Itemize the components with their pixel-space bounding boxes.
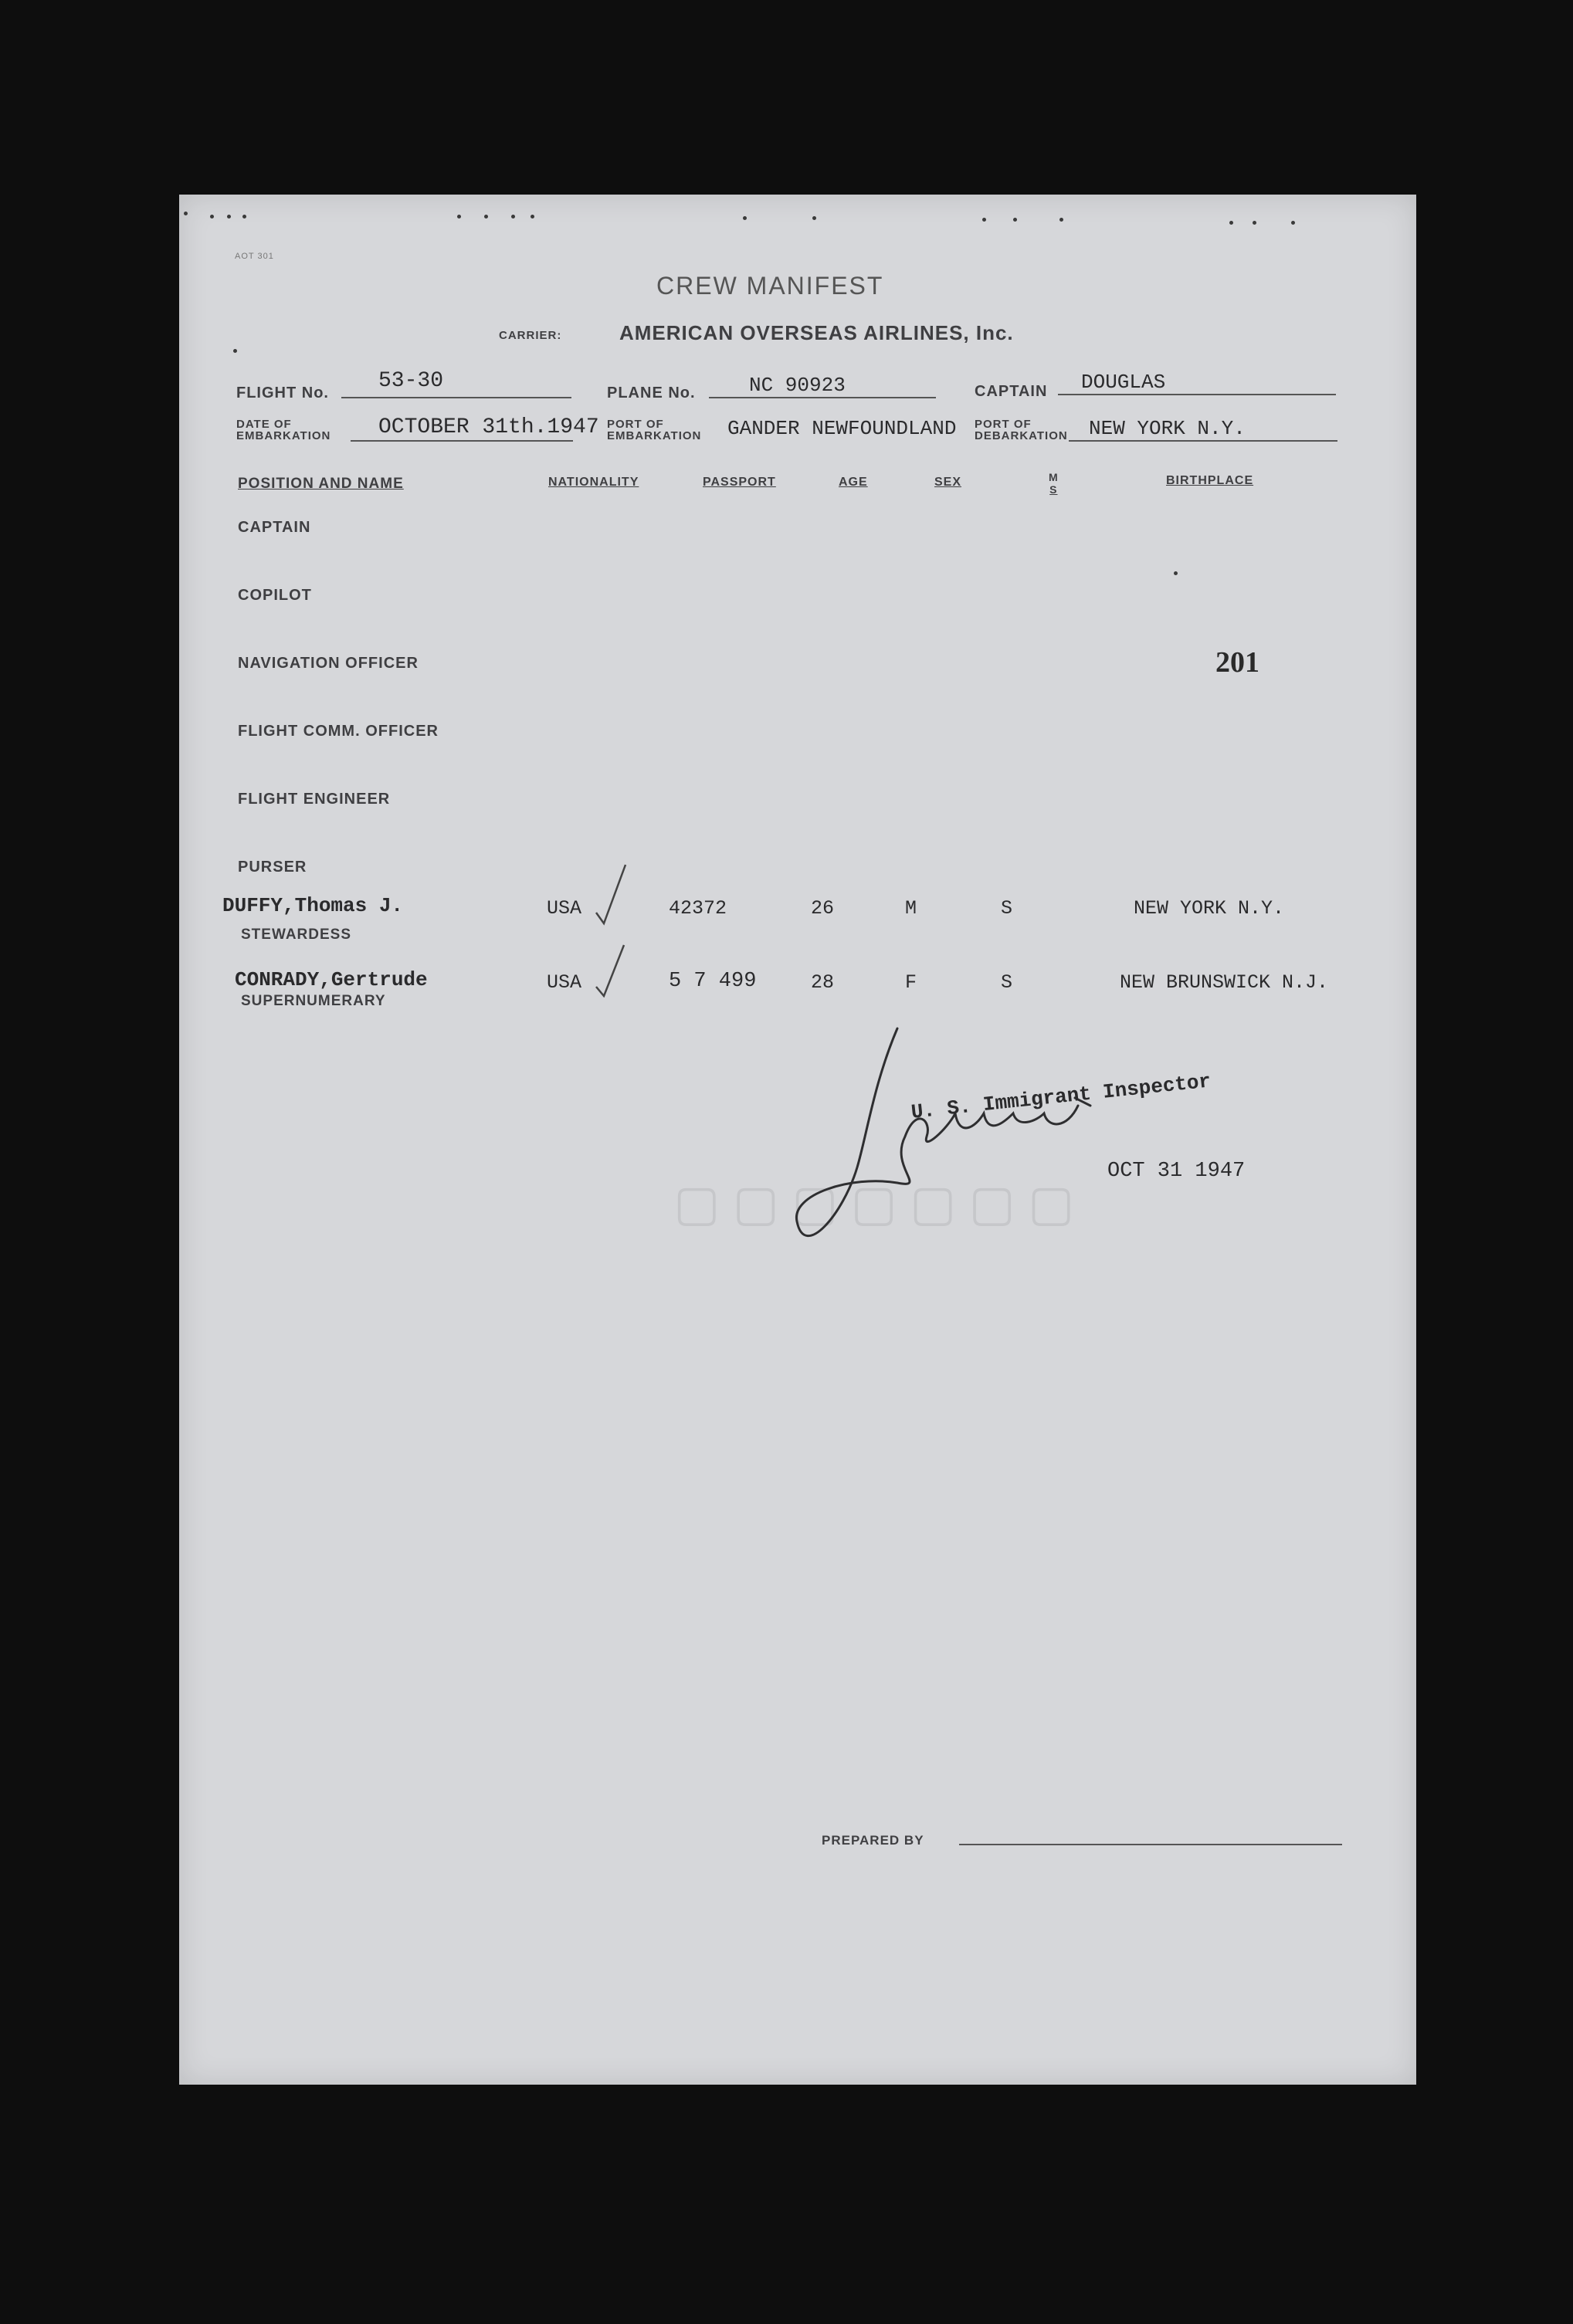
- port-deb-label-line2: DEBARKATION: [975, 429, 1068, 442]
- check-mark-1: [596, 865, 625, 923]
- port-debarkation-label: [975, 418, 1068, 442]
- speck: [484, 215, 488, 219]
- flight-label: FLIGHT No.: [236, 385, 329, 401]
- col-position: POSITION AND NAME: [238, 476, 404, 492]
- crew-age-1: 26: [811, 897, 835, 920]
- manifest-page: [179, 195, 1416, 2085]
- port-deb-underline: [1069, 440, 1337, 442]
- page-number: 201: [1215, 646, 1259, 679]
- port-embarkation-label: [607, 418, 701, 442]
- flight-number: 53-30: [378, 369, 444, 393]
- crew-name-2: CONRADY,Gertrude: [235, 968, 428, 991]
- port-emb-label-line1: PORT OF: [607, 418, 664, 431]
- crew-birthplace-1: NEW YORK N.Y.: [1134, 897, 1285, 920]
- position-supernumerary: SUPERNUMERARY: [241, 993, 386, 1009]
- crew-age-2: 28: [811, 971, 835, 994]
- crew-passport-1: 42372: [669, 897, 727, 920]
- speck: [227, 215, 231, 219]
- manifest-title: CREW MANIFEST: [656, 272, 884, 300]
- date-label-line2: EMBARKATION: [236, 429, 331, 442]
- crew-sex-2: F: [905, 971, 917, 994]
- speck: [511, 215, 515, 219]
- carrier-name: AMERICAN OVERSEAS AIRLINES, Inc.: [619, 321, 1014, 344]
- position-comm: FLIGHT COMM. OFFICER: [238, 723, 439, 740]
- col-passport: PASSPORT: [703, 476, 776, 489]
- col-birthplace: BIRTHPLACE: [1166, 474, 1254, 487]
- crew-nationality-1: USA: [547, 897, 582, 920]
- port-debarkation: NEW YORK N.Y.: [1089, 417, 1246, 440]
- crew-birthplace-2: NEW BRUNSWICK N.J.: [1120, 971, 1329, 994]
- col-nationality: NATIONALITY: [548, 476, 639, 489]
- speck: [1253, 221, 1256, 225]
- crew-marital-2: S: [1001, 971, 1013, 994]
- carrier-label: CARRIER:: [499, 329, 562, 342]
- position-captain: CAPTAIN: [238, 519, 311, 536]
- inspector-stamp: U. S. Immigrant Inspector: [910, 1069, 1212, 1124]
- stamp-date: OCT 31 1947: [1107, 1160, 1246, 1183]
- form-code: AOT 301: [235, 252, 274, 261]
- position-copilot: COPILOT: [238, 587, 312, 604]
- captain-label: CAPTAIN: [975, 383, 1048, 400]
- position-stewardess: STEWARDESS: [241, 927, 352, 943]
- speck: [210, 215, 214, 219]
- crew-passport-2: 5 7 499: [669, 970, 757, 993]
- speck: [1059, 218, 1063, 222]
- check-mark-2: [596, 945, 624, 996]
- speck: [812, 216, 816, 220]
- port-embarkation: GANDER NEWFOUNDLAND: [727, 417, 957, 440]
- date-underline: [351, 440, 573, 442]
- col-marital-line1: M: [1049, 471, 1059, 483]
- position-engineer: FLIGHT ENGINEER: [238, 791, 391, 808]
- check-marks: [592, 859, 653, 998]
- prepared-by-line: [959, 1844, 1342, 1845]
- speck: [982, 218, 986, 222]
- plane-underline: [709, 397, 936, 398]
- date-label-line1: DATE OF: [236, 418, 292, 431]
- crew-marital-1: S: [1001, 897, 1013, 920]
- flight-underline: [341, 397, 571, 398]
- speck: [184, 212, 188, 215]
- crew-name-1: DUFFY,Thomas J.: [222, 894, 404, 917]
- date-label: [236, 418, 331, 442]
- col-sex: SEX: [934, 476, 962, 489]
- position-navigation: NAVIGATION OFFICER: [238, 655, 419, 672]
- col-age: AGE: [839, 476, 868, 489]
- speck: [1174, 571, 1178, 575]
- port-emb-label-line2: EMBARKATION: [607, 429, 702, 442]
- inspector-signature: [781, 1013, 1214, 1268]
- captain-underline: [1058, 394, 1336, 395]
- speck: [743, 216, 747, 220]
- port-deb-label-line1: PORT OF: [975, 418, 1032, 431]
- plane-number: NC 90923: [749, 374, 846, 397]
- speck: [233, 349, 237, 353]
- embarkation-date: OCTOBER 31th.1947: [378, 415, 599, 439]
- col-marital-line2: S: [1049, 483, 1058, 496]
- speck: [531, 215, 534, 219]
- speck: [457, 215, 461, 219]
- speck: [242, 215, 246, 219]
- signature-stroke: [796, 1028, 1090, 1236]
- col-marital: [1049, 471, 1059, 496]
- speck: [1229, 221, 1233, 225]
- captain-name: DOUGLAS: [1081, 371, 1166, 394]
- prepared-by-label: PREPARED BY: [822, 1833, 924, 1848]
- ghost-stamp: ▢ ▢ ▢ ▢ ▢ ▢ ▢: [673, 1176, 1075, 1231]
- plane-label: PLANE No.: [607, 385, 696, 401]
- crew-nationality-2: USA: [547, 971, 582, 994]
- position-purser: PURSER: [238, 859, 307, 876]
- speck: [1013, 218, 1017, 222]
- crew-sex-1: M: [905, 897, 917, 920]
- speck: [1291, 221, 1295, 225]
